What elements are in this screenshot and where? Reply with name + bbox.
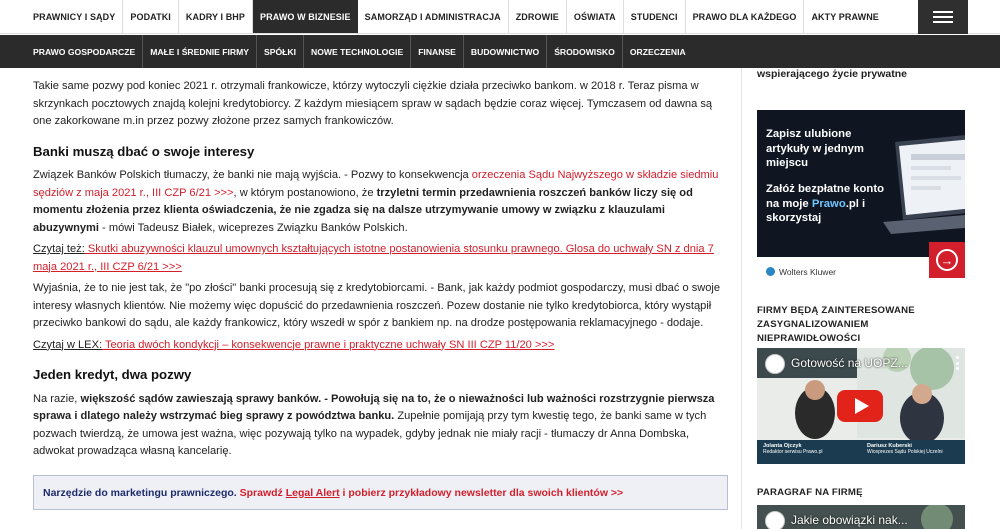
paragraph-text: Zupełnie pomijają przy tym kwestię tego, że banki same w tych pozwach twierdzą, że umowa jest ważna, więc pozywają tylko na wypadek, gdyby jednak nie miały racji - tłumaczy dr Anna Dombska, adwokat prowadząca własną kancelarię.: [33, 410, 707, 457]
sub-nav-srodowisko[interactable]: ŚRODOWISKO: [547, 35, 623, 68]
video-title[interactable]: Gotowość na UOPZ...: [791, 356, 908, 370]
article-body: [33, 78, 733, 461]
paragraph-bold-text: większość sądów zawieszają sprawy banków. - Powołują się na to, że o nieważności lub ważności rozstrzygnie pierwsza sprawa i dlatego należy wstrzymać bieg sprawy z powództwa banku.: [33, 392, 715, 422]
sidebar-heading-firmy[interactable]: FIRMY BĘDĄ ZAINTERESOWANE ZASYGNALIZOWANIEM NIEPRAWIDŁOWOŚCI: [757, 305, 915, 344]
promo-text: i pobierz przykładowy newsletter dla swoich klientów >>: [339, 486, 624, 499]
article-paragraph-1: Takie same pozwy pod koniec 2021 r. otrzymali frankowicze, którzy wytoczyli ciężkie działa przeciwko bankom. w 2018 r. Teraz pisma w skrzynkach pocztowych znajdą kolejni kredytobiorcy. Z każdym miesiącem spraw w sądach będzie coraz więcej. Tymczasem od dawna są one zakorkowane m.in przez pozwy złożone przez samych frankowiczów.: [33, 80, 713, 127]
ad-accent-text: Prawo: [811, 197, 846, 210]
caption-person-2: [861, 440, 965, 464]
sn-ruling-link[interactable]: orzeczenia Sądu Najwyższego w składzie siedmiu sędziów z maja 2021 r., III CZP 6/21 >>>: [33, 169, 719, 199]
read-lex-label: Czytaj w LEX:: [33, 338, 103, 351]
promo-text: Narzędzie do marketingu prawniczego.: [43, 486, 237, 499]
top-nav-prawnicy[interactable]: PRAWNICY I SĄDY: [26, 0, 123, 33]
video-title[interactable]: Jakie obowiązki nak...: [791, 513, 908, 527]
top-nav-samorzad[interactable]: SAMORZĄD I ADMINISTRACJA: [358, 0, 509, 33]
moje-prawo-ad[interactable]: [757, 110, 965, 286]
article-paragraph-2: [33, 167, 733, 237]
channel-avatar: [765, 354, 785, 374]
column-divider: [741, 68, 742, 529]
caption-name: Dariusz Kuberski: [867, 443, 912, 449]
article-heading-jeden-kredyt: Jeden kredyt, dwa pozwy: [33, 367, 192, 382]
brand-name: Wolters Kluwer: [779, 266, 836, 277]
caption-role: Wiceprezes Sądu Polskiej Uczelni: [867, 449, 943, 455]
ad-subline: [766, 182, 891, 226]
sub-nav-orzeczenia[interactable]: ORZECZENIA: [629, 46, 686, 57]
youtube-play-icon[interactable]: [837, 390, 883, 422]
video-thumbnail-paragraf[interactable]: [757, 505, 965, 529]
paragraph-text: Na razie,: [33, 392, 81, 405]
read-lex-link[interactable]: Teoria dwóch kondykcji – konsekwencje prawne i praktyczne uchwały SN III CZP 11/20 >>>: [102, 338, 555, 351]
article-paragraph-3: Wyjaśnia, że to nie jest tak, że "po złości" banki procesują się z kredytobiorcami. - Bank, jak każdy podmiot gospodarczy, musi dbać o swoje interesy własnych klientów. Nie możemy więc dopuścić do przedawnienia roszczeń. Pozew dostanie nie tylko kredytobiorca, który wystąpił przeciwko bankowi do sądu, ale każdy frankowicz, który wszedł w spór z bankiem np. na drodze postępowania reklamacyjnego - dodaje.: [33, 282, 721, 329]
sub-nav-prawo-gospodarcze[interactable]: PRAWO GOSPODARCZE: [26, 35, 143, 68]
top-nav-akty-prawne[interactable]: AKTY PRAWNE: [811, 11, 879, 22]
more-options-icon[interactable]: [956, 356, 959, 370]
menu-icon[interactable]: [918, 0, 968, 34]
top-nav-oswiata[interactable]: OŚWIATA: [567, 0, 624, 33]
sub-nav-budownictwo[interactable]: BUDOWNICTWO: [464, 35, 547, 68]
arrow-right-icon: →: [936, 249, 958, 271]
top-nav-items: [0, 0, 886, 33]
top-nav-kadry[interactable]: KADRY I BHP: [179, 0, 253, 33]
sidebar-top-text[interactable]: wspierającego życie prywatne: [757, 68, 907, 80]
legal-alert-link[interactable]: Legal Alert: [285, 486, 340, 499]
caption-name: Jolanta Ojczyk: [763, 443, 802, 449]
legal-alert-promo[interactable]: [33, 475, 728, 510]
sub-navigation: [0, 35, 1000, 68]
paragraph-bold-text: trzyletni termin przedawnienia roszczeń banków liczy się od momentu złożenia przez klienta oświadczenia, że nie zgadza się na dalsze utrzymywanie umowy w związku z klauzulami abuzywnymi: [33, 186, 693, 234]
sub-nav-nowe-technologie[interactable]: NOWE TECHNOLOGIE: [304, 35, 411, 68]
menu-icon-bar: [933, 21, 953, 23]
top-nav-zdrowie[interactable]: ZDROWIE: [509, 0, 567, 33]
video-thumbnail-uopz[interactable]: [757, 348, 965, 464]
promo-text: Sprawdź: [236, 486, 286, 499]
ad-arrow-button[interactable]: [929, 242, 965, 278]
ad-headline: Zapisz ulubione artykuły w jednym miejscu: [766, 128, 864, 169]
paragraph-text: - mówi Tadeusz Białek, wiceprezes Związku Banków Polskich.: [98, 221, 408, 234]
sub-nav-male-srednie-firmy[interactable]: MAŁE I ŚREDNIE FIRMY: [143, 35, 257, 68]
ad-subline-text: Załóż bezpłatne konto na moje: [766, 183, 884, 210]
article-paragraph-4: [33, 391, 733, 461]
top-nav-prawo-dla-kazdego[interactable]: PRAWO DLA KAŻDEGO: [686, 0, 805, 33]
paragraph-text: Związek Banków Polskich tłumaczy, że banki nie mają wyjścia. - Pozwy to konsekwencja: [33, 169, 472, 181]
top-nav-prawo-w-biznesie[interactable]: PRAWO W BIZNESIE: [253, 0, 358, 33]
read-lex: [33, 337, 733, 355]
channel-avatar: [765, 511, 785, 529]
ad-subline-text: .pl i skorzystaj: [766, 197, 866, 224]
menu-icon-bar: [933, 11, 953, 13]
paragraph-text: , w którym postanowiono, że: [233, 186, 377, 199]
wolters-kluwer-icon: [766, 267, 775, 276]
video-captions-bar: [757, 440, 965, 464]
menu-icon-bar: [933, 16, 953, 18]
sub-nav-spolki[interactable]: SPÓŁKI: [257, 35, 304, 68]
sub-nav-finanse[interactable]: FINANSE: [411, 35, 464, 68]
read-also-label: Czytaj też:: [33, 243, 85, 255]
read-also-1: [33, 241, 733, 276]
top-nav-podatki[interactable]: PODATKI: [123, 0, 179, 33]
top-nav-studenci[interactable]: STUDENCI: [624, 0, 686, 33]
sidebar-heading-paragraf[interactable]: PARAGRAF NA FIRMĘ: [757, 487, 863, 498]
caption-role: Redaktor serwisu Prawo.pl: [763, 449, 823, 455]
article-heading-banki: Banki muszą dbać o swoje interesy: [33, 143, 255, 159]
read-also-link-1[interactable]: Skutki abuzywności klauzul umownych kształtujących istotne postanowienia stosunku prawnego. Glosa do uchwały SN z dnia 7 maja 2021 r., III CZP 6/21 >>>: [33, 243, 714, 273]
laptop-illustration-icon: [877, 134, 965, 234]
top-navigation: [0, 0, 1000, 34]
caption-person-1: [757, 440, 861, 464]
